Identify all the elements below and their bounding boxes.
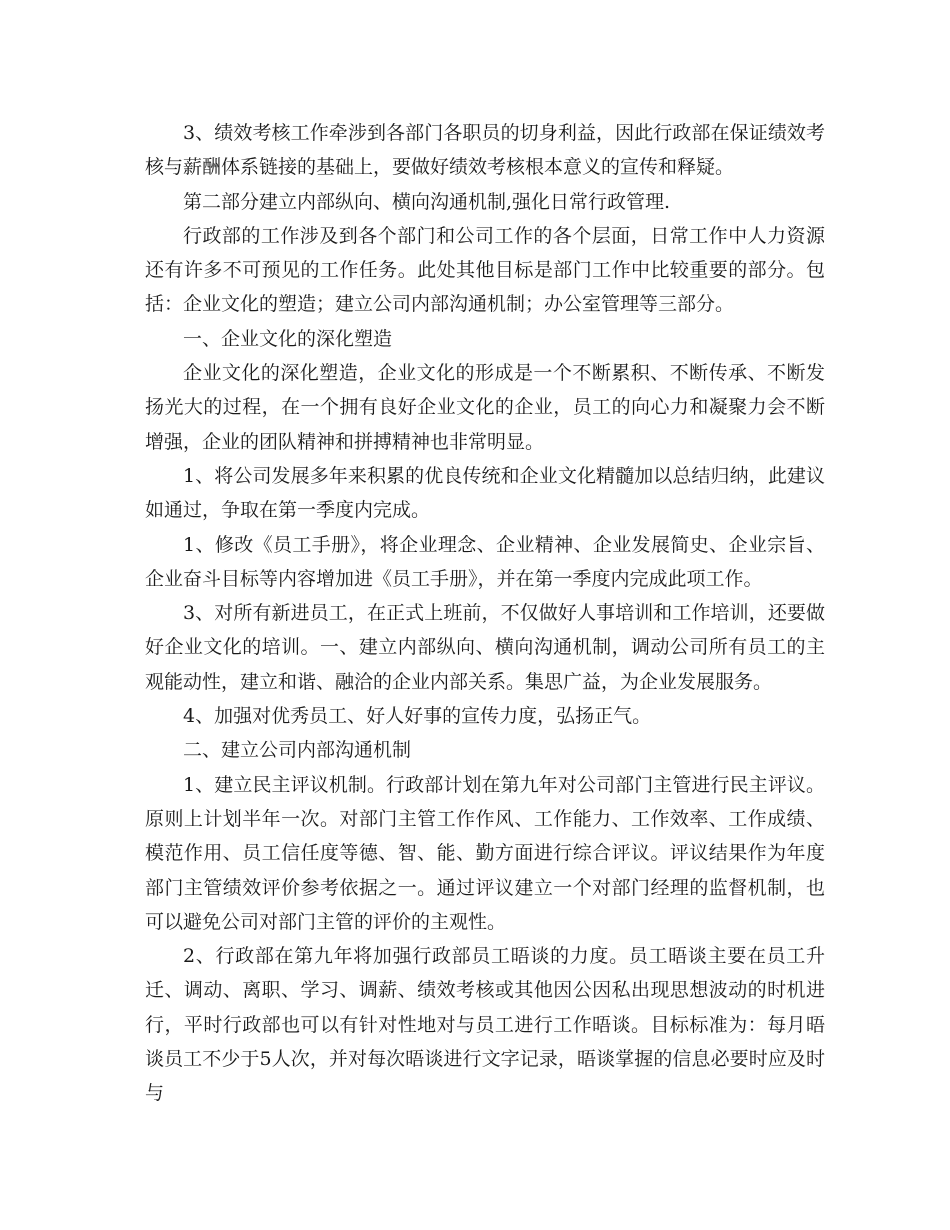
list-item: 2、行政部在第九年将加强行政部员工晤谈的力度。员工晤谈主要在员工升迁、调动、离职、学习、调薪、绩效考核或其他因公因私出现思想波动的时机进行，平时行政部也可以有针对性地对与员工进行工作晤谈。目标标准为：每月晤谈员工不少于5人次，并对每次晤谈进行文字记录，晤谈掌握的信息必要时应及时与 — [145, 945, 825, 1105]
section-heading: 二、建立公司内部沟通机制 — [183, 739, 412, 762]
paragraph: 3、绩效考核工作牵涉到各部门各职员的切身利益，因此行政部在保证绩效考核与薪酬体系链接的基础上，要做好绩效考核根本意义的宣传和释疑。 — [145, 122, 825, 179]
list-item: 1、修改《员工手册》，将企业理念、企业精神、企业发展简史、企业宗旨、企业奋斗目标等内容增加进《员工手册》，并在第一季度内完成此项工作。 — [145, 533, 825, 590]
list-item: 1、将公司发展多年来积累的优良传统和企业文化精髓加以总结归纳，此建议如通过，争取在第一季度内完成。 — [145, 464, 825, 522]
section-heading: 第二部分建立内部纵向、横向沟通机制,强化日常行政管理. — [183, 190, 671, 213]
list-item: 4、加强对优秀员工、好人好事的宣传力度，弘扬正气。 — [183, 705, 652, 728]
section-heading: 一、企业文化的深化塑造 — [183, 327, 393, 350]
document-body — [145, 116, 825, 1111]
list-item: 3、对所有新进员工，在正式上班前，不仅做好人事培训和工作培训，还要做好企业文化的培训。一、建立内部纵向、横向沟通机制，调动公司所有员工的主观能动性，建立和谐、融洽的企业内部关系。集思广益，为企业发展服务。 — [145, 602, 825, 693]
paragraph: 企业文化的深化塑造，企业文化的形成是一个不断累积、不断传承、不断发扬光大的过程，在一个拥有良好企业文化的企业，员工的向心力和凝聚力会不断增强，企业的团队精神和拼搏精神也非常明显。 — [145, 362, 825, 453]
list-item: 1、建立民主评议机制。行政部计划在第九年对公司部门主管进行民主评议。原则上计划半年一次。对部门主管工作作风、工作能力、工作效率、工作成绩、模范作用、员工信任度等德、智、能、勤方面进行综合评议。评议结果作为年度部门主管绩效评价参考依据之一。通过评议建立一个对部门经理的监督机制，也可以避免公司对部门主管的评价的主观性。 — [145, 773, 825, 933]
paragraph: 行政部的工作涉及到各个部门和公司工作的各个层面，日常工作中人力资源还有许多不可预见的工作任务。此处其他目标是部门工作中比较重要的部分。包括：企业文化的塑造；建立公司内部沟通机制；办公室管理等三部分。 — [145, 224, 825, 316]
